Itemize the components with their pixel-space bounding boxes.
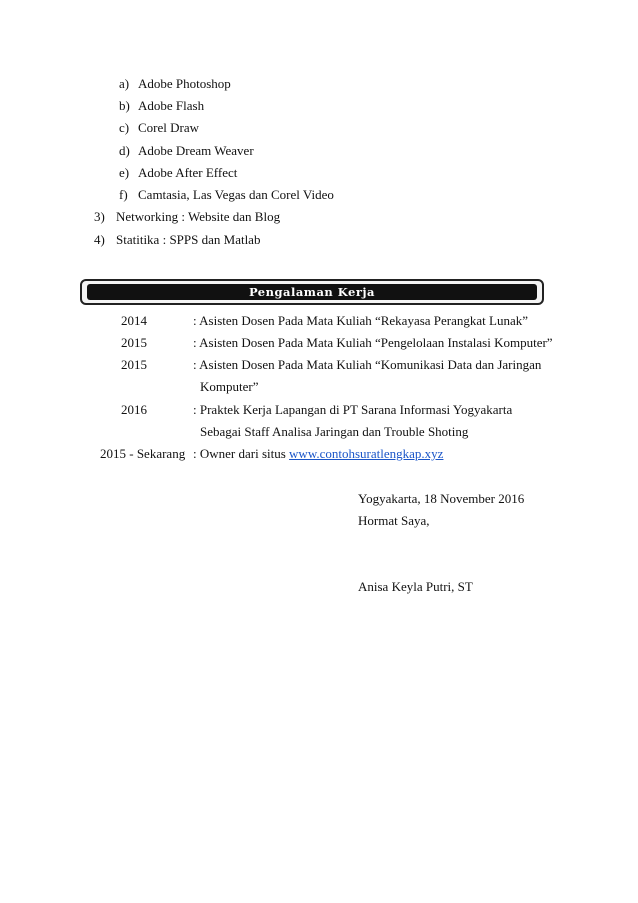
section-heading: Pengalaman Kerja (87, 284, 537, 300)
list-text: Adobe After Effect (138, 165, 238, 180)
skill-item (94, 232, 260, 248)
entry-text: : Asisten Dosen Pada Mata Kuliah “Rekayasa Perangkat Lunak” (193, 313, 529, 328)
sub-item (119, 187, 334, 203)
list-marker: d) (119, 143, 130, 158)
closing-greeting: Hormat Saya, (358, 513, 430, 528)
list-marker: f) (119, 187, 128, 202)
list-text: Adobe Dream Weaver (138, 143, 254, 158)
sub-item (119, 76, 231, 92)
list-text: Camtasia, Las Vegas dan Corel Video (138, 187, 334, 202)
sub-item (119, 120, 199, 136)
website-link[interactable]: www.contohsuratlengkap.xyz (289, 446, 444, 461)
section-banner (80, 279, 544, 305)
entry-text: : Owner dari situs (193, 446, 290, 461)
skill-item (94, 209, 280, 225)
list-marker: 3) (94, 209, 105, 224)
list-marker: c) (119, 120, 130, 135)
place-date: Yogyakarta, 18 November 2016 (358, 491, 525, 506)
list-marker: e) (119, 165, 130, 180)
signatory-name: Anisa Keyla Putri, ST (358, 579, 473, 594)
sub-item (119, 98, 204, 114)
entry-continuation: Komputer” (200, 379, 259, 394)
entry-year: 2015 (121, 335, 147, 350)
entry-continuation: Sebagai Staff Analisa Jaringan dan Trouble Shoting (200, 424, 469, 439)
entry-year: 2015 (121, 357, 147, 372)
list-text: Adobe Flash (138, 98, 205, 113)
list-text: Networking : Website dan Blog (116, 209, 281, 224)
sub-item (119, 165, 237, 181)
entry-text: : Asisten Dosen Pada Mata Kuliah “Pengelolaan Instalasi Komputer” (193, 335, 553, 350)
list-text: Adobe Photoshop (138, 76, 231, 91)
list-marker: b) (119, 98, 130, 113)
entry-year: 2015 - Sekarang (100, 446, 186, 461)
entry-text: : Asisten Dosen Pada Mata Kuliah “Komunikasi Data dan Jaringan (193, 357, 542, 372)
entry-text: : Praktek Kerja Lapangan di PT Sarana Informasi Yogyakarta (193, 402, 513, 417)
sub-item (119, 143, 254, 159)
list-text: Statitika : SPPS dan Matlab (116, 232, 261, 247)
entry-year: 2016 (121, 402, 147, 417)
entry-year: 2014 (121, 313, 147, 328)
entry-text-with-link (193, 446, 443, 462)
list-marker: a) (119, 76, 130, 91)
list-marker: 4) (94, 232, 105, 247)
list-text: Corel Draw (138, 120, 200, 135)
